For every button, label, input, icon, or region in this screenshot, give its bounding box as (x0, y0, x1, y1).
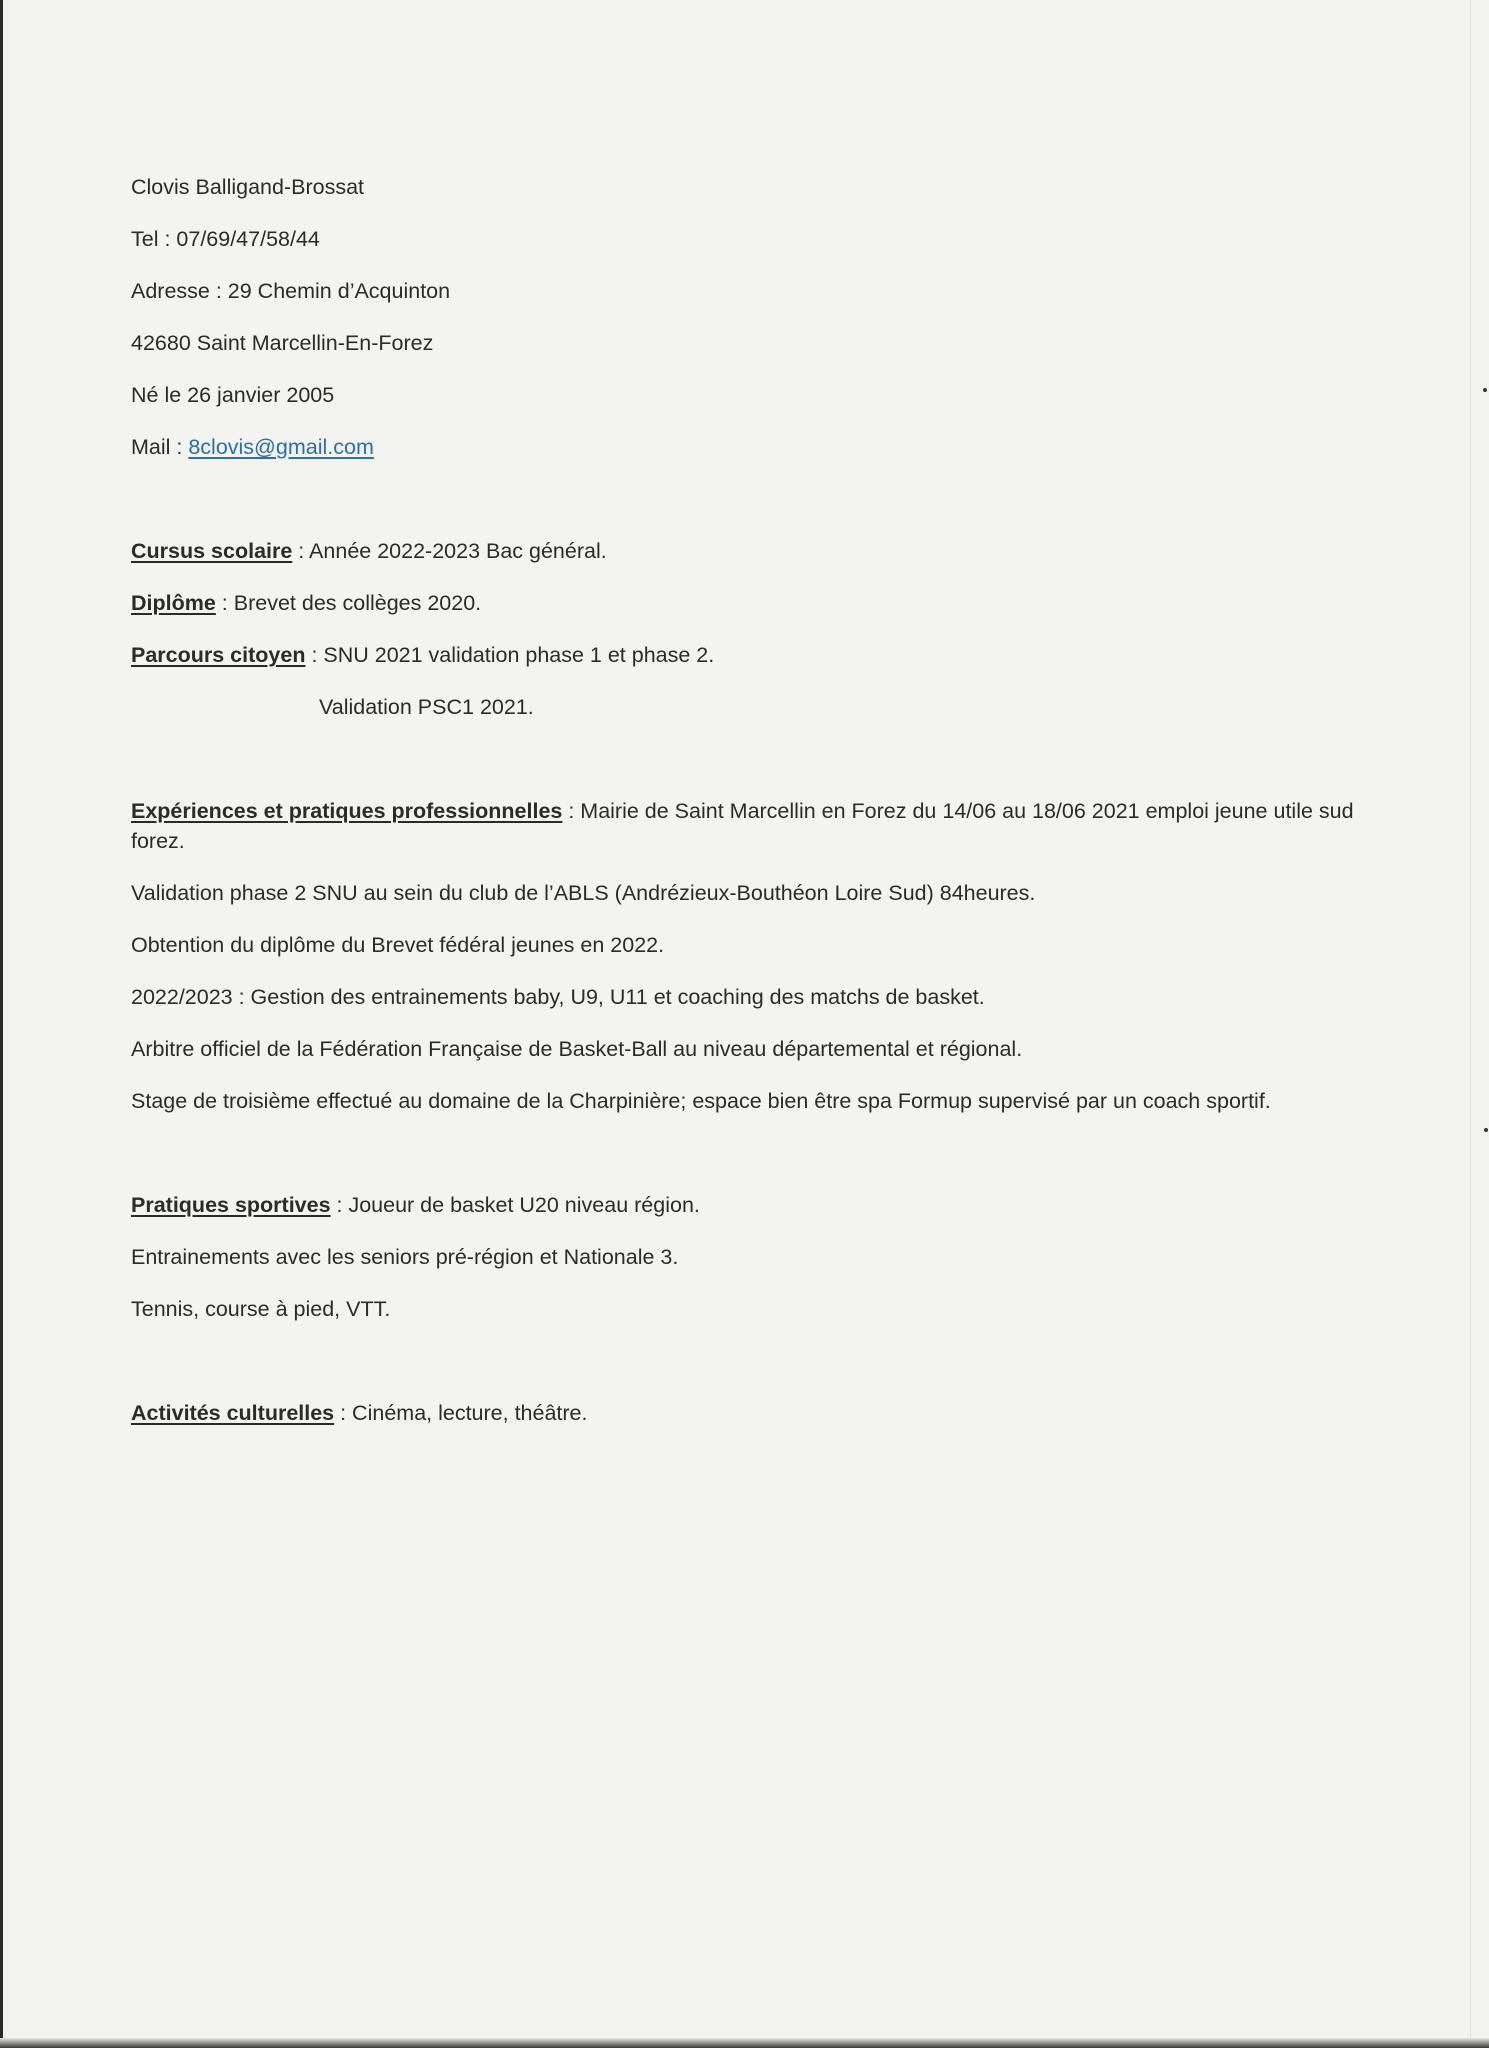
contact-city: 42680 Saint Marcellin-En-Forez (131, 331, 434, 355)
contact-birth: Né le 26 janvier 2005 (131, 383, 335, 407)
scan-edge-left (0, 0, 3, 2048)
experience-first-text: : Mairie de Saint Marcellin en Forez du 14/06 au 18/06 2021 emploi jeune utile sud forez. (131, 799, 1354, 853)
cursus-text: : Année 2022-2023 Bac général. (292, 539, 607, 563)
sports-item: Entrainements avec les seniors pré-région et Nationale 3. (131, 1245, 679, 1269)
sports-first-line (131, 1190, 1361, 1220)
contact-tel: Tel : 07/69/47/58/44 (131, 227, 320, 251)
experience-item: Obtention du diplôme du Brevet fédéral jeunes en 2022. (131, 933, 665, 957)
experience-first-line (131, 796, 1361, 856)
scan-edge-bottom (0, 2038, 1489, 2048)
diplome-text: : Brevet des collèges 2020. (215, 591, 482, 615)
sports-item: Tennis, course à pied, VTT. (131, 1297, 391, 1321)
contact-address: Adresse : 29 Chemin d’Acquinton (131, 279, 451, 303)
sports-first-text: : Joueur de basket U20 niveau région. (330, 1193, 700, 1217)
experience-section (131, 796, 1361, 1116)
cursus-line (131, 536, 1361, 566)
scan-edge-right (1470, 0, 1471, 2048)
mail-link[interactable]: 8clovis@gmail.com (188, 435, 374, 459)
diplome-heading: Diplôme (131, 591, 216, 615)
experience-item: 2022/2023 : Gestion des entrainements baby, U9, U11 et coaching des matchs de basket. (131, 985, 985, 1009)
cv-document (131, 172, 1361, 1428)
cursus-heading: Cursus scolaire (131, 539, 293, 563)
psc1-line: Validation PSC1 2021. (319, 695, 534, 719)
culture-text: : Cinéma, lecture, théâtre. (334, 1401, 588, 1425)
education-section (131, 536, 1361, 722)
citoyen-line (131, 640, 1361, 670)
contact-name: Clovis Balligand-Brossat (131, 175, 365, 199)
contact-block (131, 172, 1361, 462)
sports-heading: Pratiques sportives (131, 1193, 331, 1217)
scan-speck (1483, 388, 1487, 392)
culture-heading: Activités culturelles (131, 1401, 335, 1425)
scan-speck (1484, 1128, 1488, 1132)
experience-item: Validation phase 2 SNU au sein du club de l’ABLS (Andrézieux-Bouthéon Loire Sud) 84heures. (131, 881, 1036, 905)
experience-item: Arbitre officiel de la Fédération Française de Basket-Ball au niveau départemental et régional. (131, 1037, 1023, 1061)
citoyen-heading: Parcours citoyen (131, 643, 306, 667)
mail-label: Mail : (131, 435, 189, 459)
sports-section (131, 1190, 1361, 1324)
culture-line (131, 1398, 1361, 1428)
experience-item: Stage de troisième effectué au domaine de la Charpinière; espace bien être spa Formup supervisé par un coach sportif. (131, 1089, 1271, 1113)
contact-mail-line (131, 432, 1361, 462)
culture-section (131, 1398, 1361, 1428)
citoyen-text: : SNU 2021 validation phase 1 et phase 2. (305, 643, 715, 667)
diplome-line (131, 588, 1361, 618)
experience-heading: Expériences et pratiques professionnelles (131, 799, 563, 823)
